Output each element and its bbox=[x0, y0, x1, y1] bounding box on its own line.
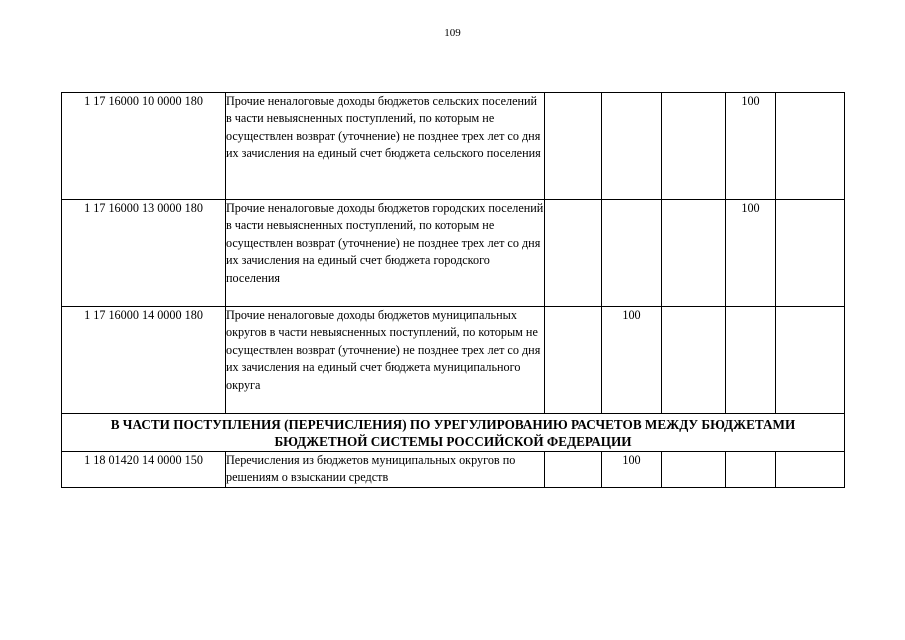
value-cell bbox=[726, 452, 776, 488]
value-cell bbox=[726, 307, 776, 414]
table-row bbox=[62, 307, 845, 414]
value-cell bbox=[545, 452, 602, 488]
income-code-cell: 1 17 16000 10 0000 180 bbox=[62, 93, 226, 200]
income-description-cell: Перечисления из бюджетов муниципальных округов по решениям о взыскании средств bbox=[226, 452, 545, 488]
table-row bbox=[62, 93, 845, 200]
value-cell bbox=[602, 93, 662, 200]
section-header-row bbox=[62, 414, 845, 452]
value-cell bbox=[776, 452, 845, 488]
value-cell: 100 bbox=[602, 307, 662, 414]
value-cell bbox=[662, 200, 726, 307]
value-cell bbox=[776, 93, 845, 200]
table-row bbox=[62, 200, 845, 307]
table-row bbox=[62, 452, 845, 488]
value-cell bbox=[662, 452, 726, 488]
value-cell bbox=[545, 200, 602, 307]
value-cell: 100 bbox=[726, 93, 776, 200]
value-cell bbox=[602, 200, 662, 307]
value-cell bbox=[776, 200, 845, 307]
value-cell bbox=[776, 307, 845, 414]
value-cell: 100 bbox=[726, 200, 776, 307]
value-cell bbox=[545, 93, 602, 200]
section-title: В ЧАСТИ ПОСТУПЛЕНИЯ (ПЕРЕЧИСЛЕНИЯ) ПО УРЕГУЛИРОВАНИЮ РАСЧЕТОВ МЕЖДУ БЮДЖЕТАМИ БЮДЖЕТНОЙ СИСТЕМЫ РОССИЙСКОЙ ФЕДЕРАЦИИ bbox=[62, 414, 845, 452]
income-code-cell: 1 18 01420 14 0000 150 bbox=[62, 452, 226, 488]
page-number: 109 bbox=[444, 27, 461, 39]
value-cell bbox=[545, 307, 602, 414]
income-description-cell: Прочие неналоговые доходы бюджетов сельских поселений в части невыясненных поступлений, по которым не осуществлен возврат (уточнение) не позднее трех лет со дня их зачисления на единый счет бюджета сельского поселения bbox=[226, 93, 545, 200]
income-description-cell: Прочие неналоговые доходы бюджетов муниципальных округов в части невыясненных поступлений, по которым не осуществлен возврат (уточнение) не позднее трех лет со дня их зачисления на единый счет бюджета муниципального округа bbox=[226, 307, 545, 414]
budget-income-table bbox=[61, 92, 845, 488]
income-code-cell: 1 17 16000 13 0000 180 bbox=[62, 200, 226, 307]
income-description-cell: Прочие неналоговые доходы бюджетов городских поселений в части невыясненных поступлений, по которым не осуществлен возврат (уточнение) не позднее трех лет со дня их зачисления на единый счет бюджета городского поселения bbox=[226, 200, 545, 307]
value-cell bbox=[662, 307, 726, 414]
income-code-cell: 1 17 16000 14 0000 180 bbox=[62, 307, 226, 414]
value-cell bbox=[662, 93, 726, 200]
value-cell: 100 bbox=[602, 452, 662, 488]
